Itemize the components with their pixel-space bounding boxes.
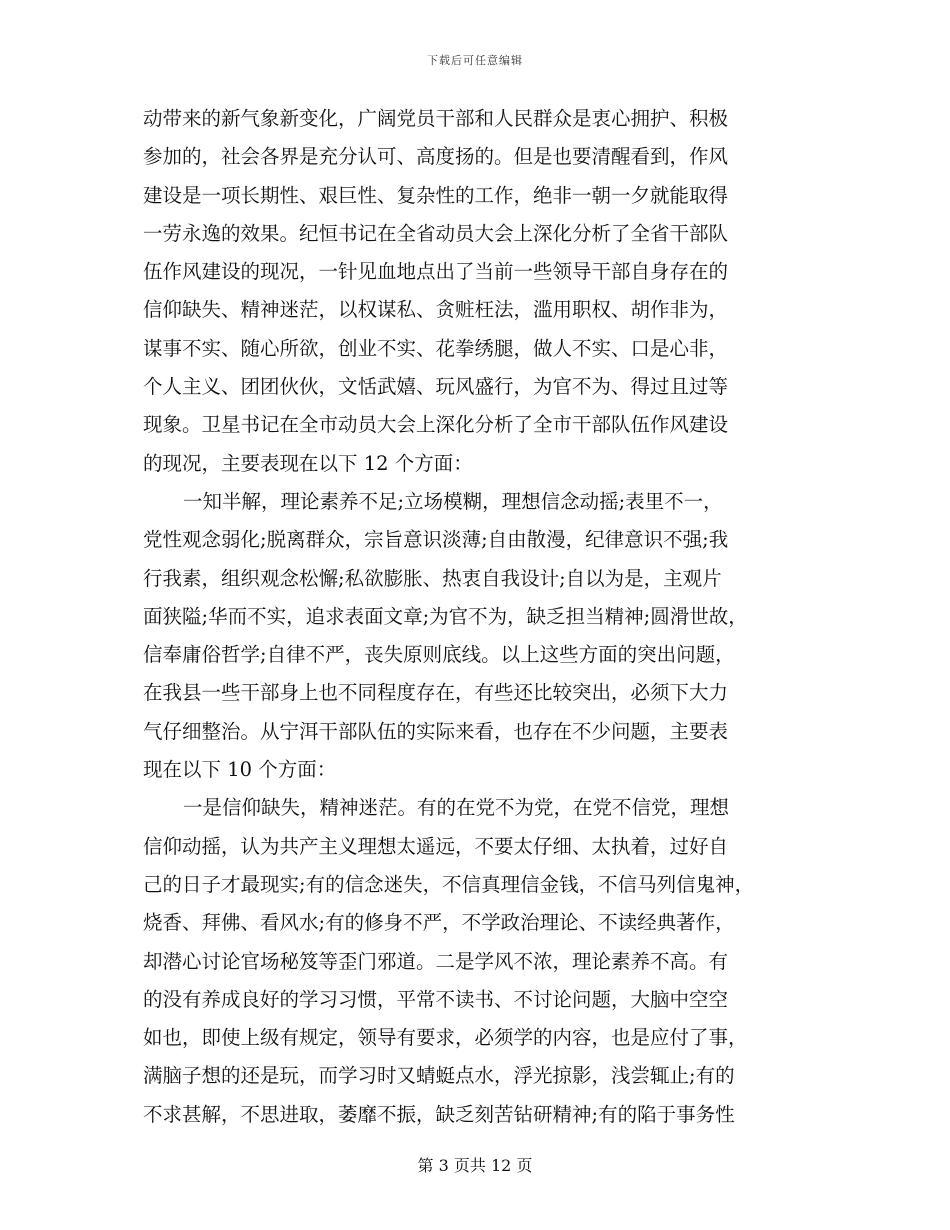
text-line: 的现况，主要表现在以下 12 个方面： <box>143 451 473 475</box>
text-line: 动带来的新气象新变化，广阔党员干部和人民群众是衷心拥护、积极 <box>143 107 729 130</box>
paragraph-first-line: 一知半解，理论素养不足;立场模糊，理想信念动摇;表里不一， <box>183 489 723 513</box>
text-line: 己的日子才最现实;有的信念迷失，不信真理信金钱，不信马列信鬼神， <box>143 872 755 896</box>
text-line: 党性观念弱化;脱离群众，宗旨意识淡薄;自由散漫，纪律意识不强;我 <box>143 528 729 552</box>
text-line: 现在以下 10 个方面： <box>143 758 337 782</box>
text-line: 如也，即使上级有规定，领导有要求，必须学的内容，也是应付了事， <box>143 1026 748 1050</box>
text-line: 面狭隘;华而不实，追求表面文章;为官不为，缺乏担当精神;圆滑世故， <box>143 604 748 628</box>
text-line: 建设是一项长期性、艰巨性、复杂性的工作，绝非一朝一夕就能取得 <box>143 183 729 207</box>
document-body <box>143 100 807 1134</box>
text-line: 谋事不实、随心所欲，创业不实、花拳绣腿，做人不实、口是心非， <box>143 336 729 360</box>
text-line: 行我素，组织观念松懈;私欲膨胀、热衷自我设计;自以为是，主观片 <box>143 566 722 590</box>
text-line: 在我县一些干部身上也不同程度存在，有些还比较突出，必须下大力 <box>143 681 729 705</box>
text-line: 信奉庸俗哲学;自律不严，丧失原则底线。以上这些方面的突出问题， <box>143 643 735 667</box>
text-line: 信仰动摇，认为共产主义理想太遥远，不要太仔细、太执着，过好自 <box>143 834 729 858</box>
text-line: 一劳永逸的效果。纪恒书记在全省动员大会上深化分析了全省干部队 <box>143 221 729 245</box>
text-line: 却潜心讨论官场秘笈等歪门邪道。二是学风不浓，理论素养不高。有 <box>143 949 729 973</box>
text-line: 现象。卫星书记在全市动员大会上深化分析了全市干部队伍作风建设 <box>143 413 729 437</box>
text-line: 的没有养成良好的学习习惯，平常不读书、不讨论问题，大脑中空空 <box>143 987 729 1011</box>
text-line: 伍作风建设的现况，一针见血地点出了当前一些领导干部自身存在的 <box>143 260 729 284</box>
text-line: 烧香、拜佛、看风水;有的修身不严，不学政治理论、不读经典著作， <box>143 911 735 935</box>
text-line: 满脑子想的还是玩，而学习时又蜻蜓点水，浮光掠影，浅尝辄止;有的 <box>143 1064 735 1088</box>
text-line: 参加的，社会各界是充分认可、高度扬的。但是也要清醒看到，作风 <box>143 145 729 169</box>
text-line: 气仔细整治。从宁洱干部队伍的实际来看，也存在不少问题，主要表 <box>143 719 729 743</box>
text-line: 信仰缺失、精神迷茫，以权谋私、贪赃枉法，滥用职权、胡作非为， <box>143 298 729 322</box>
page-header: 下载后可任意编辑 <box>427 54 523 67</box>
text-line: 不求甚解，不思进取，萎靡不振，缺乏刻苦钻研精神;有的陷于事务性 <box>143 1102 735 1126</box>
page-number-footer: 第 3 页共 12 页 <box>417 1156 533 1175</box>
text-line: 个人主义、团团伙伙，文恬武嬉、玩风盛行，为官不为、得过且过等 <box>143 375 729 399</box>
paragraph-first-line: 一是信仰缺失，精神迷茫。有的在党不为党，在党不信党，理想 <box>183 796 730 820</box>
